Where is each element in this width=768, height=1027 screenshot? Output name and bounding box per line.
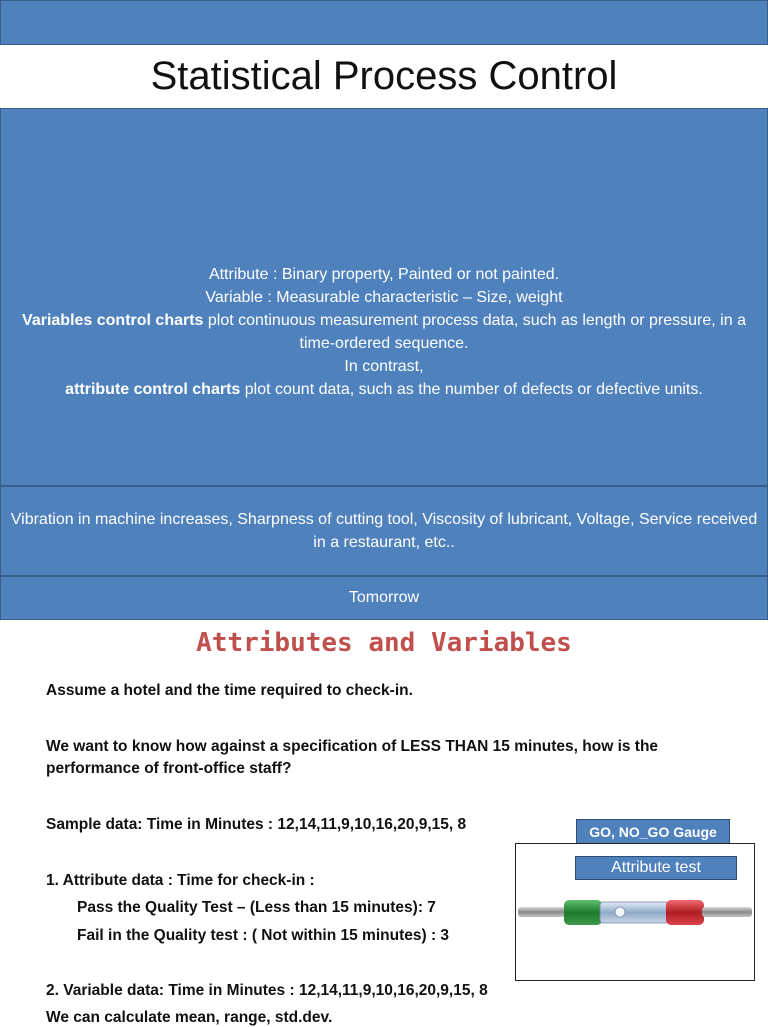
specification-line-1: We want to know how against a specification of LESS THAN 15 minutes, how is the [46,738,659,755]
variables-chart-definition [9,309,759,355]
no-go-shaft [702,907,752,917]
gauge-emblem [615,907,625,917]
attribute-chart-term: attribute control charts [65,381,241,398]
go-end [564,900,602,925]
top-banner [0,0,768,45]
tomorrow-text: Tomorrow [348,589,420,606]
gauge-label: GO, NO_GO Gauge [576,819,730,845]
gauge-body [600,902,668,923]
go-no-go-gauge-image [518,893,752,933]
tomorrow-panel [0,576,768,620]
examples-text: Vibration in machine increases, Sharpness of cutting tool, Viscosity of lubricant, Voltage, Service received in a restaurant, etc.. [10,511,758,551]
attribute-chart-text: plot count data, such as the number of defects or defective units. [240,381,703,398]
attribute-chart-definition [65,378,703,401]
go-shaft [518,907,566,917]
attribute-data-heading: 1. Attribute data : Time for check-in : [46,872,315,889]
examples-panel [0,486,768,576]
fail-count: Fail in the Quality test : ( Not within 15 minutes) : 3 [77,927,450,944]
section-heading: Attributes and Variables [196,628,572,658]
attribute-test-label: Attribute test [575,856,737,880]
pass-count: Pass the Quality Test – (Less than 15 minutes): 7 [77,899,436,916]
attribute-definition: Attribute : Binary property, Painted or not painted. [208,266,560,283]
statistics-note: We can calculate mean, range, std.dev. [46,1009,333,1026]
specification-line-2: performance of front-office staff? [46,760,292,777]
hotel-assumption: Assume a hotel and the time required to check-in. [46,682,413,699]
variable-data-heading: 2. Variable data: Time in Minutes : 12,14,11,9,10,16,20,9,15, 8 [46,982,488,999]
sample-data: Sample data: Time in Minutes : 12,14,11,9,10,16,20,9,15, 8 [46,816,467,833]
variables-chart-text: plot continuous measurement process data, such as length or pressure, in a time-ordered sequence. [203,312,746,352]
page-title: Statistical Process Control [150,53,618,98]
definitions-panel [0,108,768,486]
variable-definition: Variable : Measurable characteristic – Size, weight [205,289,563,306]
variables-chart-term: Variables control charts [22,312,204,329]
no-go-end [666,900,704,925]
contrast-text: In contrast, [344,358,424,375]
